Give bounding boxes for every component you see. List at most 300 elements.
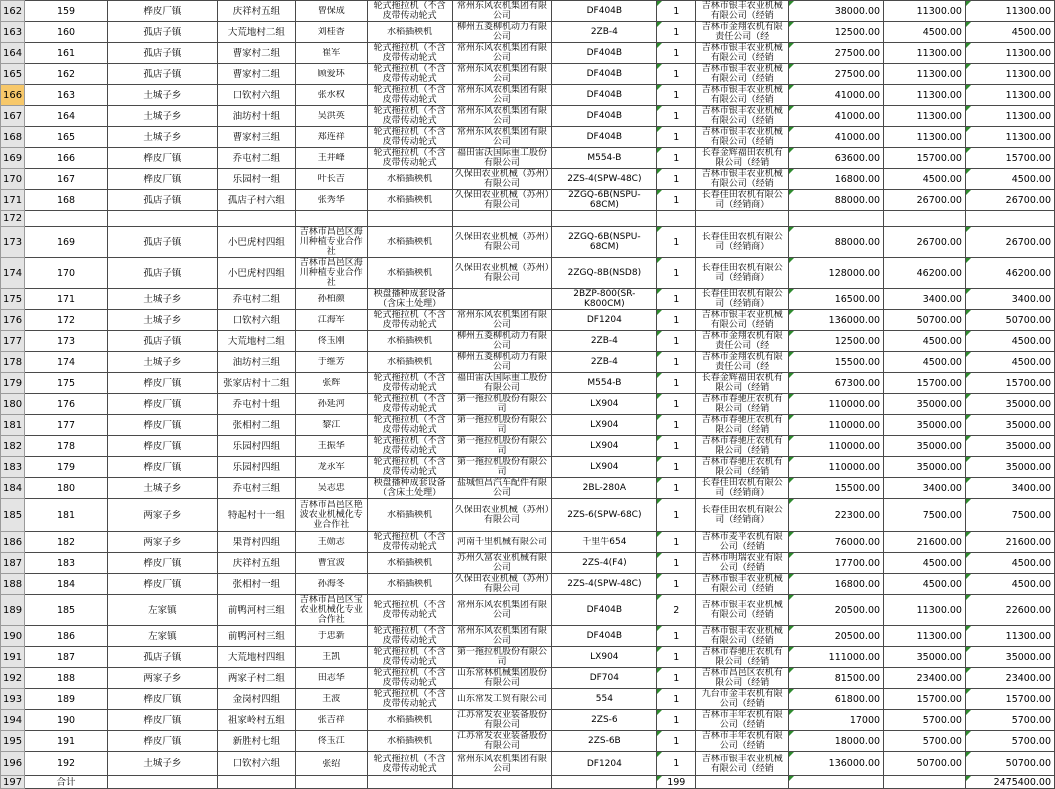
cell[interactable] [367,457,452,478]
cell[interactable] [452,148,552,169]
cell[interactable] [295,1,367,22]
cell[interactable] [452,169,552,190]
cell[interactable] [884,127,966,148]
cell[interactable] [25,689,108,710]
cell[interactable] [552,43,657,64]
cell[interactable] [789,289,884,310]
cell[interactable] [107,532,217,553]
row-header[interactable]: 185 [1,499,25,532]
cell[interactable] [452,710,552,731]
cell[interactable] [552,415,657,436]
cell[interactable] [789,64,884,85]
cell[interactable] [295,85,367,106]
row-header[interactable]: 182 [1,436,25,457]
cell[interactable] [107,415,217,436]
cell[interactable] [217,532,295,553]
cell[interactable] [965,647,1054,668]
cell[interactable] [965,127,1054,148]
cell[interactable] [789,457,884,478]
cell[interactable] [367,310,452,331]
cell[interactable] [965,595,1054,626]
cell[interactable] [25,478,108,499]
cell[interactable] [657,574,696,595]
cell[interactable] [696,436,789,457]
cell[interactable] [965,499,1054,532]
cell[interactable] [657,394,696,415]
cell[interactable] [367,289,452,310]
cell[interactable] [107,776,217,789]
cell[interactable] [552,553,657,574]
cell[interactable] [552,352,657,373]
row-header[interactable]: 166 [1,85,25,106]
cell[interactable] [367,626,452,647]
cell[interactable] [295,64,367,85]
cell[interactable] [657,647,696,668]
cell[interactable] [452,190,552,211]
cell[interactable] [965,626,1054,647]
cell[interactable] [884,626,966,647]
cell[interactable] [107,499,217,532]
cell[interactable] [25,22,108,43]
row-header[interactable]: 179 [1,373,25,394]
cell[interactable] [696,43,789,64]
cell[interactable] [552,436,657,457]
cell[interactable] [884,211,966,227]
cell[interactable] [367,394,452,415]
cell[interactable] [965,394,1054,415]
cell[interactable] [295,127,367,148]
cell[interactable] [884,190,966,211]
cell[interactable] [789,106,884,127]
cell[interactable] [25,190,108,211]
cell[interactable] [452,776,552,789]
cell[interactable] [657,106,696,127]
cell[interactable] [107,331,217,352]
cell[interactable] [217,289,295,310]
cell[interactable] [657,227,696,258]
cell[interactable] [25,258,108,289]
cell[interactable] [657,148,696,169]
cell[interactable] [789,626,884,647]
cell[interactable] [217,776,295,789]
cell[interactable] [884,553,966,574]
cell[interactable] [552,211,657,227]
cell[interactable] [696,626,789,647]
cell[interactable] [884,373,966,394]
cell[interactable] [965,169,1054,190]
cell[interactable] [367,595,452,626]
cell[interactable] [657,289,696,310]
cell[interactable] [295,373,367,394]
cell[interactable] [965,43,1054,64]
cell[interactable] [884,436,966,457]
cell[interactable] [367,532,452,553]
cell[interactable] [367,352,452,373]
cell[interactable] [884,776,966,789]
cell[interactable] [552,457,657,478]
row-header[interactable]: 195 [1,731,25,752]
cell[interactable] [217,457,295,478]
cell[interactable] [295,310,367,331]
cell[interactable] [295,415,367,436]
cell[interactable] [884,258,966,289]
cell[interactable] [657,258,696,289]
cell[interactable] [217,373,295,394]
cell[interactable] [789,415,884,436]
row-header[interactable]: 175 [1,289,25,310]
cell[interactable] [295,43,367,64]
cell[interactable] [107,22,217,43]
cell[interactable] [295,169,367,190]
cell[interactable] [789,331,884,352]
cell[interactable] [884,310,966,331]
cell[interactable] [295,457,367,478]
cell[interactable] [367,106,452,127]
cell[interactable] [696,106,789,127]
cell[interactable] [552,595,657,626]
cell[interactable] [107,626,217,647]
cell[interactable] [452,478,552,499]
cell[interactable] [696,148,789,169]
cell[interactable] [965,64,1054,85]
cell[interactable] [965,415,1054,436]
cell[interactable] [452,64,552,85]
cell[interactable] [367,258,452,289]
cell[interactable] [25,776,108,789]
cell[interactable] [696,190,789,211]
cell[interactable] [552,85,657,106]
cell[interactable] [217,731,295,752]
cell[interactable] [25,415,108,436]
cell[interactable] [884,106,966,127]
cell[interactable] [552,647,657,668]
cell[interactable] [965,148,1054,169]
cell[interactable] [552,227,657,258]
cell[interactable] [552,310,657,331]
cell[interactable] [552,689,657,710]
cell[interactable] [789,211,884,227]
cell[interactable] [696,352,789,373]
cell[interactable] [884,227,966,258]
cell[interactable] [107,668,217,689]
cell[interactable] [657,436,696,457]
cell[interactable] [107,227,217,258]
cell[interactable] [965,227,1054,258]
cell[interactable] [25,373,108,394]
cell[interactable] [107,190,217,211]
cell[interactable] [884,1,966,22]
cell[interactable] [696,310,789,331]
row-header[interactable]: 194 [1,710,25,731]
cell[interactable] [295,595,367,626]
cell[interactable] [965,574,1054,595]
cell[interactable] [696,752,789,776]
row-header[interactable]: 171 [1,190,25,211]
cell[interactable] [884,43,966,64]
cell[interactable] [965,190,1054,211]
cell[interactable] [217,499,295,532]
cell[interactable] [696,127,789,148]
cell[interactable] [107,64,217,85]
cell[interactable] [217,106,295,127]
cell[interactable] [696,85,789,106]
cell[interactable] [25,64,108,85]
cell[interactable] [452,689,552,710]
cell[interactable] [452,331,552,352]
cell[interactable] [789,258,884,289]
cell[interactable] [657,532,696,553]
cell[interactable] [107,478,217,499]
cell[interactable] [965,1,1054,22]
cell[interactable] [295,227,367,258]
cell[interactable] [217,478,295,499]
cell[interactable] [107,574,217,595]
cell[interactable] [295,148,367,169]
cell[interactable] [884,532,966,553]
cell[interactable] [789,731,884,752]
cell[interactable] [107,310,217,331]
cell[interactable] [696,710,789,731]
cell[interactable] [107,689,217,710]
cell[interactable] [884,415,966,436]
cell[interactable] [107,553,217,574]
row-header[interactable]: 177 [1,331,25,352]
cell[interactable] [657,22,696,43]
cell[interactable] [884,289,966,310]
cell[interactable] [884,668,966,689]
cell[interactable] [696,668,789,689]
cell[interactable] [367,776,452,789]
cell[interactable] [367,436,452,457]
cell[interactable] [25,553,108,574]
cell[interactable] [965,689,1054,710]
cell[interactable] [552,373,657,394]
cell[interactable] [25,532,108,553]
cell[interactable] [552,169,657,190]
cell[interactable] [217,689,295,710]
cell[interactable] [452,127,552,148]
cell[interactable] [696,22,789,43]
cell[interactable] [884,394,966,415]
cell[interactable] [789,478,884,499]
cell[interactable] [217,258,295,289]
row-header[interactable]: 165 [1,64,25,85]
cell[interactable] [696,499,789,532]
cell[interactable] [696,394,789,415]
cell[interactable] [696,478,789,499]
cell[interactable] [367,127,452,148]
cell[interactable] [884,689,966,710]
cell[interactable] [217,22,295,43]
cell[interactable] [696,595,789,626]
cell[interactable] [295,689,367,710]
cell[interactable] [295,478,367,499]
cell[interactable] [217,553,295,574]
row-header[interactable]: 189 [1,595,25,626]
cell[interactable] [696,373,789,394]
cell[interactable] [552,776,657,789]
cell[interactable] [295,106,367,127]
cell[interactable] [657,626,696,647]
cell[interactable] [657,127,696,148]
cell[interactable] [107,394,217,415]
cell[interactable] [552,22,657,43]
cell[interactable] [552,190,657,211]
cell[interactable] [452,647,552,668]
cell[interactable] [25,457,108,478]
cell[interactable] [657,478,696,499]
cell[interactable] [552,499,657,532]
cell[interactable] [965,22,1054,43]
cell[interactable] [217,436,295,457]
cell[interactable] [657,731,696,752]
cell[interactable] [789,373,884,394]
row-header[interactable]: 180 [1,394,25,415]
cell[interactable] [657,310,696,331]
cell[interactable] [452,85,552,106]
cell[interactable] [452,394,552,415]
cell[interactable] [884,64,966,85]
row-header[interactable]: 184 [1,478,25,499]
cell[interactable] [217,227,295,258]
cell[interactable] [789,532,884,553]
cell[interactable] [452,626,552,647]
cell[interactable] [696,532,789,553]
cell[interactable] [965,289,1054,310]
cell[interactable] [25,499,108,532]
cell[interactable] [367,190,452,211]
cell[interactable] [965,258,1054,289]
cell[interactable] [552,394,657,415]
cell[interactable] [107,106,217,127]
cell[interactable] [107,169,217,190]
cell[interactable] [25,710,108,731]
cell[interactable] [789,710,884,731]
cell[interactable] [295,190,367,211]
cell[interactable] [25,752,108,776]
cell[interactable] [107,710,217,731]
cell[interactable] [25,394,108,415]
cell[interactable] [965,668,1054,689]
cell[interactable] [552,478,657,499]
cell[interactable] [295,776,367,789]
cell[interactable] [295,331,367,352]
cell[interactable] [965,310,1054,331]
cell[interactable] [657,776,696,789]
cell[interactable] [884,647,966,668]
cell[interactable] [367,553,452,574]
cell[interactable] [217,64,295,85]
cell[interactable] [789,394,884,415]
cell[interactable] [25,227,108,258]
cell[interactable] [789,22,884,43]
cell[interactable] [367,22,452,43]
cell[interactable] [452,43,552,64]
row-header[interactable]: 192 [1,668,25,689]
cell[interactable] [367,64,452,85]
cell[interactable] [217,352,295,373]
row-header[interactable]: 164 [1,43,25,64]
cell[interactable] [25,211,108,227]
cell[interactable] [452,457,552,478]
cell[interactable] [789,499,884,532]
row-header[interactable]: 172 [1,211,25,227]
cell[interactable] [696,227,789,258]
cell[interactable] [884,752,966,776]
cell[interactable] [789,148,884,169]
cell[interactable] [295,710,367,731]
cell[interactable] [789,668,884,689]
cell[interactable] [552,148,657,169]
cell[interactable] [107,289,217,310]
cell[interactable] [657,169,696,190]
cell[interactable] [965,752,1054,776]
cell[interactable] [367,85,452,106]
cell[interactable] [696,776,789,789]
cell[interactable] [452,668,552,689]
cell[interactable] [789,169,884,190]
cell[interactable] [25,668,108,689]
cell[interactable] [217,331,295,352]
cell[interactable] [452,352,552,373]
cell[interactable] [789,595,884,626]
cell[interactable] [25,289,108,310]
row-header[interactable]: 170 [1,169,25,190]
cell[interactable] [657,190,696,211]
cell[interactable] [657,64,696,85]
cell[interactable] [217,647,295,668]
cell[interactable] [452,106,552,127]
cell[interactable] [884,731,966,752]
cell[interactable] [217,127,295,148]
cell[interactable] [552,64,657,85]
row-header[interactable]: 186 [1,532,25,553]
cell[interactable] [789,1,884,22]
cell[interactable] [789,85,884,106]
cell[interactable] [452,373,552,394]
row-header[interactable]: 163 [1,22,25,43]
cell[interactable] [789,647,884,668]
cell[interactable] [696,574,789,595]
cell[interactable] [107,457,217,478]
cell[interactable] [295,394,367,415]
cell[interactable] [965,731,1054,752]
cell[interactable] [657,415,696,436]
cell[interactable] [295,352,367,373]
cell[interactable] [217,211,295,227]
cell[interactable] [965,85,1054,106]
cell[interactable] [367,331,452,352]
cell[interactable] [367,373,452,394]
cell[interactable] [107,647,217,668]
cell[interactable] [965,373,1054,394]
cell[interactable] [217,710,295,731]
cell[interactable] [295,499,367,532]
cell[interactable] [657,710,696,731]
cell[interactable] [965,106,1054,127]
cell[interactable] [295,289,367,310]
cell[interactable] [107,595,217,626]
row-header[interactable]: 191 [1,647,25,668]
cell[interactable] [107,1,217,22]
cell[interactable] [295,258,367,289]
cell[interactable] [25,647,108,668]
cell[interactable] [217,85,295,106]
cell[interactable] [696,331,789,352]
cell[interactable] [25,574,108,595]
row-header[interactable]: 162 [1,1,25,22]
cell[interactable] [367,227,452,258]
